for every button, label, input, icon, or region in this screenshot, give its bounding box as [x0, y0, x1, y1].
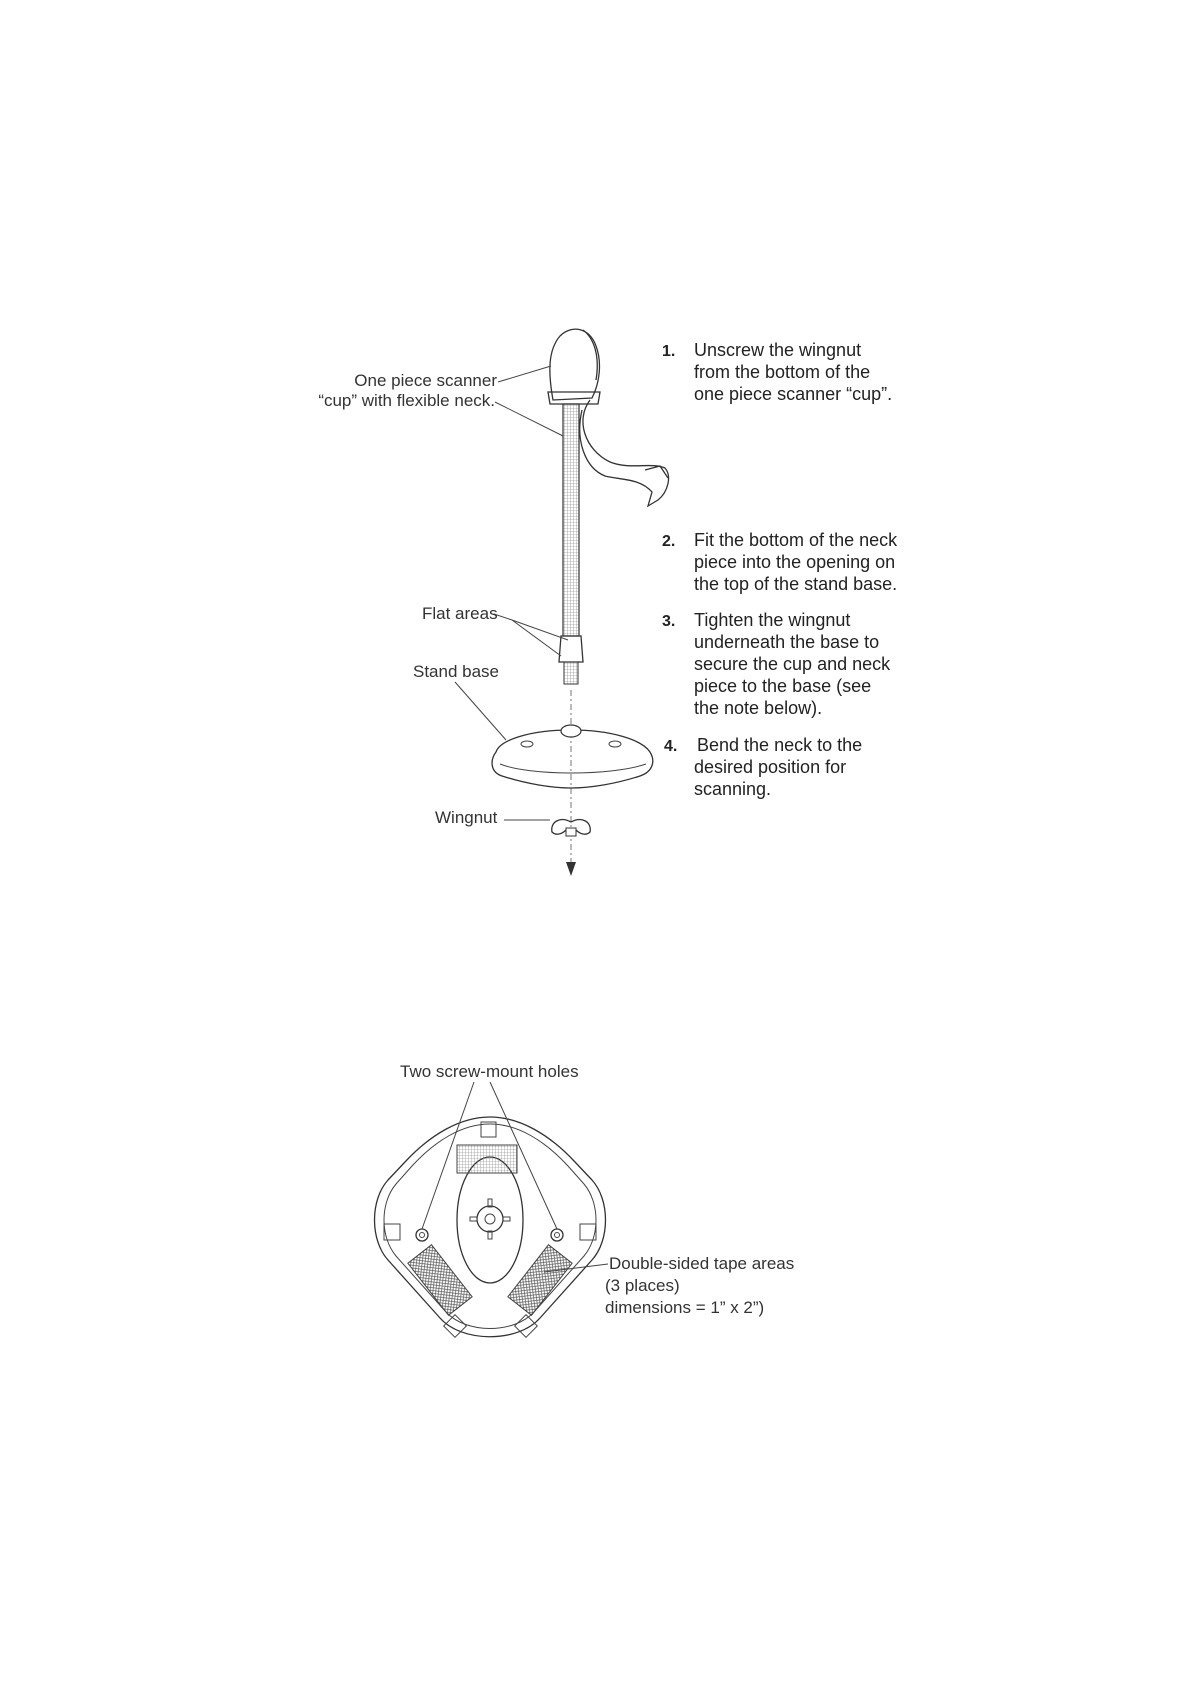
tape-label-line3: dimensions = 1” x 2”) — [605, 1298, 765, 1317]
wingnut-icon — [552, 820, 591, 836]
step-2 — [662, 530, 898, 594]
step-1-line-1: Unscrew the wingnut — [694, 340, 862, 360]
step-4-line-2: desired position for — [694, 757, 847, 777]
cup-label-line2: “cup” with flexible neck. — [318, 391, 495, 410]
tape-label-line1: Double-sided tape areas — [609, 1254, 795, 1273]
flexible-neck-icon — [559, 404, 583, 684]
screw-hole-right-icon — [551, 1229, 563, 1241]
step-3-line-2: underneath the base to — [694, 632, 880, 652]
center-oval-icon — [457, 1157, 523, 1283]
leader-lines — [455, 366, 568, 820]
tape-area-top-icon — [457, 1145, 517, 1173]
step-4-line-1: Bend the neck to the — [697, 735, 863, 755]
step-3-line-4: piece to the base (see — [694, 676, 872, 696]
step-2-number: 2. — [662, 533, 676, 550]
stand-assembly-figure — [318, 329, 668, 876]
stand-base-label: Stand base — [413, 662, 500, 681]
step-1-number: 1. — [662, 343, 676, 360]
step-3-number: 3. — [662, 613, 676, 630]
base-underside-figure — [375, 1062, 795, 1337]
screw-holes-label: Two screw-mount holes — [400, 1062, 579, 1081]
down-arrow-icon — [566, 862, 576, 876]
step-4 — [664, 735, 862, 799]
step-3-line-5: the note below). — [694, 698, 823, 718]
stand-base-icon — [492, 725, 653, 788]
tape-label-line2: (3 places) — [605, 1276, 680, 1295]
step-2-line-3: the top of the stand base. — [694, 574, 898, 594]
step-2-line-1: Fit the bottom of the neck — [694, 530, 898, 550]
step-2-line-2: piece into the opening on — [694, 552, 896, 572]
step-4-number: 4. — [664, 738, 678, 755]
flat-areas-label: Flat areas — [422, 604, 498, 623]
step-3-line-3: secure the cup and neck — [694, 654, 891, 674]
wingnut-label: Wingnut — [435, 808, 498, 827]
step-3-line-1: Tighten the wingnut — [694, 610, 851, 630]
step-1-line-2: from the bottom of the — [694, 362, 871, 382]
screw-hole-left-icon — [416, 1229, 428, 1241]
step-3 — [662, 610, 891, 718]
cup-label-line1: One piece scanner — [354, 371, 497, 390]
step-4-line-3: scanning. — [694, 779, 772, 799]
step-1 — [662, 340, 892, 404]
step-1-line-3: one piece scanner “cup”. — [694, 384, 893, 404]
